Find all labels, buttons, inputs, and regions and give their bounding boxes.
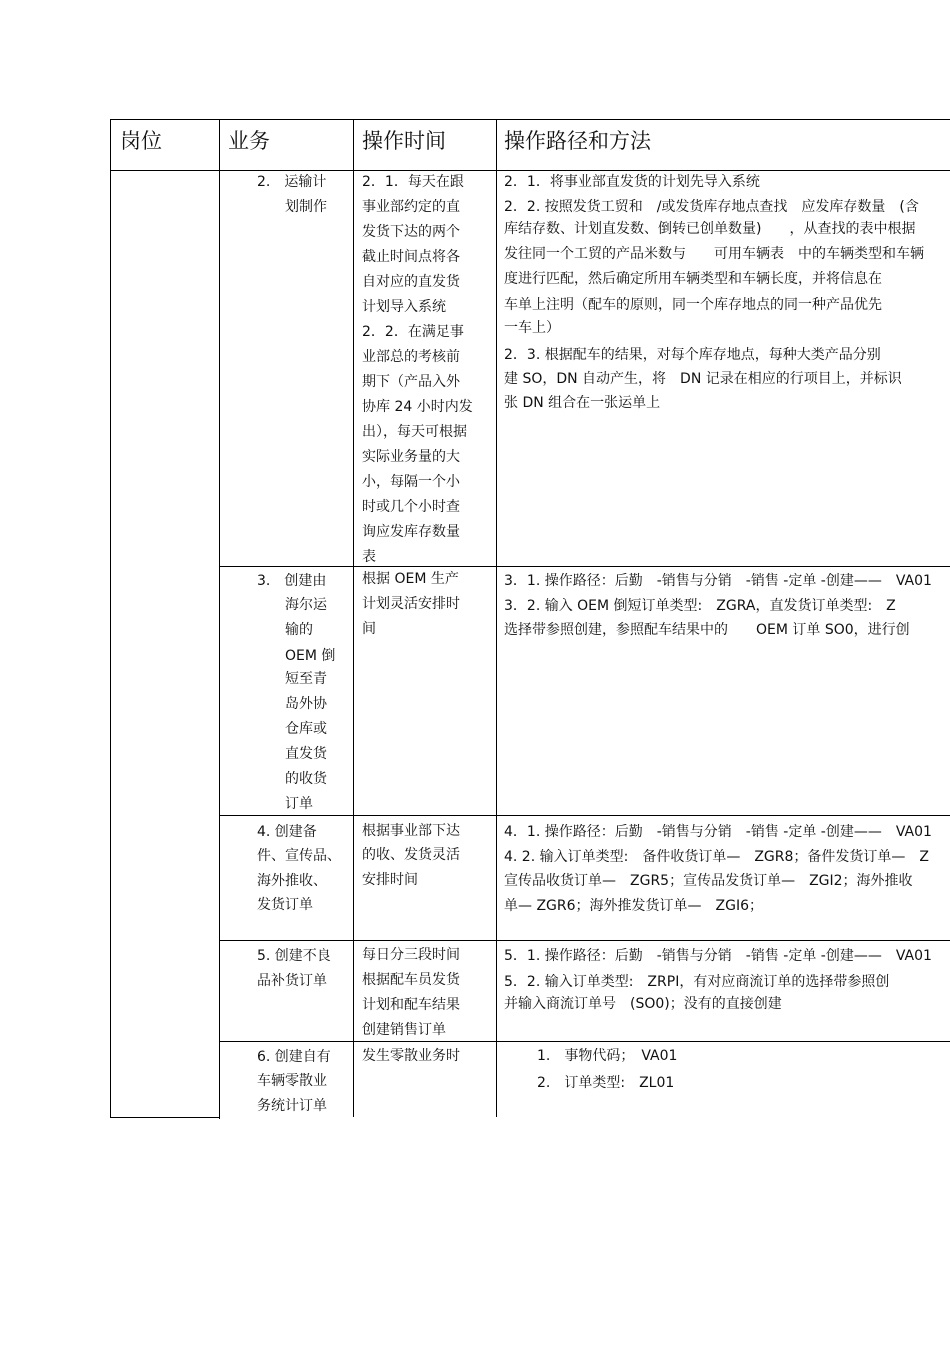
header-business: 业务 [228, 129, 270, 153]
row5-business-line: 务统计订单 [257, 1098, 327, 1114]
row2-business-line: 直发货 [285, 746, 327, 762]
row2-business-line: 海尔运 [285, 597, 327, 613]
row2-method-line: 3．1. 操作路径：后勤 -销售与分销 -销售 -定单 -创建—— VA01 [504, 573, 932, 589]
row4-time-line: 根据配车员发货 [362, 972, 460, 988]
row3-method-line: 4. 2. 输入订单类型: 备件收货订单— ZGR8；备件发货订单— Z [504, 849, 929, 865]
row3-business-line: 发货订单 [257, 897, 313, 913]
row1-time-line: 表 [362, 549, 376, 565]
row1-time-line: 时或几个小时查 [362, 499, 460, 515]
header-operation-method: 操作路径和方法 [504, 129, 651, 153]
row3-time-line: 的收、发货灵活 [362, 847, 460, 863]
row1-time-line: 实际业务量的大 [362, 449, 460, 465]
row5-business-line: 6. 创建自有 [257, 1049, 331, 1065]
row1-time-line: 截止时间点将各 [362, 249, 460, 265]
row3-method-line: 宣传品收货订单— ZGR5；宣传品发货订单— ZGI2；海外推收 [504, 873, 913, 889]
row1-time-line: 发货下达的两个 [362, 224, 460, 240]
row1-method-line: 2．2. 按照发货工贸和 /或发货库存地点查找 应发库存数量 (含 [504, 199, 919, 215]
row1-method-line: 车单上注明（配车的原则，同一个库存地点的同一种产品优先 [504, 297, 882, 313]
row1-time-line: 计划导入系统 [362, 299, 446, 315]
row4-time-line: 每日分三段时间 [362, 947, 460, 963]
row1-time-line: 业部总的考核前 [362, 349, 460, 365]
row2-time-line: 根据 OEM 生产 [362, 571, 459, 587]
header-operation-time: 操作时间 [362, 129, 446, 153]
table-border-left [110, 119, 111, 1118]
row3-method-line: 4．1. 操作路径：后勤 -销售与分销 -销售 -定单 -创建—— VA01 [504, 824, 932, 840]
row2-method-line: 选择带参照创建，参照配车结果中的 OEM 订单 SO0，进行创 [504, 622, 910, 638]
row4-method-line: 并输入商流订单号 (SO0)；没有的直接创建 [504, 996, 782, 1012]
row5-business-line: 车辆零散业 [257, 1073, 327, 1089]
column-divider-3 [496, 119, 497, 1117]
column-divider-1 [219, 119, 220, 1119]
row1-time-line: 协库 24 小时内发 [362, 399, 473, 415]
row2-method-line: 3．2. 输入 OEM 倒短订单类型: ZGRA，直发货订单类型: Z [504, 598, 896, 614]
row2-business-line: 订单 [285, 796, 313, 812]
row4-business-line: 5. 创建不良 [257, 948, 331, 964]
row4-method-line: 5．2. 输入订单类型: ZRPI，有对应商流订单的选择带参照创 [504, 974, 890, 990]
row-divider-3 [219, 940, 950, 941]
row1-time-line: 2．1．每天在跟 [362, 174, 464, 190]
row1-method-line: 2．3. 根据配车的结果，对每个库存地点，每种大类产品分别 [504, 347, 881, 363]
row2-business-line: OEM 倒 [285, 648, 336, 664]
header-post: 岗位 [120, 129, 162, 153]
row2-business-line: 输的 [285, 622, 313, 638]
row1-method-line: 2．1．将事业部直发货的计划先导入系统 [504, 174, 760, 190]
row4-method-line: 5．1. 操作路径：后勤 -销售与分销 -销售 -定单 -创建—— VA01 [504, 948, 932, 964]
row-divider-1 [219, 566, 950, 567]
row1-business-line: 划制作 [285, 199, 327, 215]
row5-time-line: 发生零散业务时 [362, 1048, 460, 1064]
row3-business-line: 海外推收、 [257, 873, 327, 889]
row2-time-line: 间 [362, 621, 376, 637]
row5-method-line: 2. 订单类型: ZL01 [537, 1075, 675, 1091]
row3-business-line: 件、宣传品、 [257, 848, 341, 864]
row2-business-line: 岛外协 [285, 696, 327, 712]
table-border-bottom [110, 1117, 219, 1118]
row1-time-line: 2．2．在满足事 [362, 324, 464, 340]
row1-method-line: 度进行匹配，然后确定所用车辆类型和车辆长度，并将信息在 [504, 271, 882, 287]
row3-business-line: 4. 创建备 [257, 824, 317, 840]
row-divider-2 [219, 815, 950, 816]
row1-method-line: 张 DN 组合在一张运单上 [504, 395, 661, 411]
row1-time-line: 小，每隔一个小 [362, 474, 460, 490]
row2-business-line: 仓库或 [285, 721, 327, 737]
row1-business-line: 2. 运输计 [257, 174, 327, 190]
column-divider-2 [353, 119, 354, 1117]
row1-method-line: 库结存数、计划直发数、倒转已创单数量) ，从查找的表中根据 [504, 221, 916, 237]
row3-time-line: 根据事业部下达 [362, 823, 460, 839]
row4-business-line: 品补货订单 [257, 973, 327, 989]
row1-method-line: 建 SO，DN 自动产生，将 DN 记录在相应的行项目上，并标识 [504, 371, 902, 387]
row4-time-line: 计划和配车结果 [362, 997, 460, 1013]
row1-time-line: 出），每天可根据 [362, 424, 467, 440]
row1-time-line: 期下（产品入外 [362, 374, 460, 390]
row4-time-line: 创建销售订单 [362, 1022, 446, 1038]
table-border-top [110, 119, 950, 120]
row2-business-line: 短至青 [285, 671, 327, 687]
row1-method-line: 发往同一个工贸的产品米数与 可用车辆表 中的车辆类型和车辆 [504, 246, 924, 262]
row3-time-line: 安排时间 [362, 872, 418, 888]
row3-method-line: 单— ZGR6；海外推发货订单— ZGI6； [504, 898, 763, 914]
row1-time-line: 询应发库存数量 [362, 524, 460, 540]
row2-time-line: 计划灵活安排时 [362, 596, 460, 612]
row-divider-4 [219, 1041, 950, 1042]
row1-time-line: 自对应的直发货 [362, 274, 460, 290]
row5-method-line: 1. 事物代码； VA01 [537, 1048, 678, 1064]
row1-time-line: 事业部约定的直 [362, 199, 460, 215]
row2-business-line: 的收货 [285, 771, 327, 787]
row1-method-line: 一车上） [504, 320, 560, 336]
row2-business-line: 3. 创建由 [257, 573, 327, 589]
